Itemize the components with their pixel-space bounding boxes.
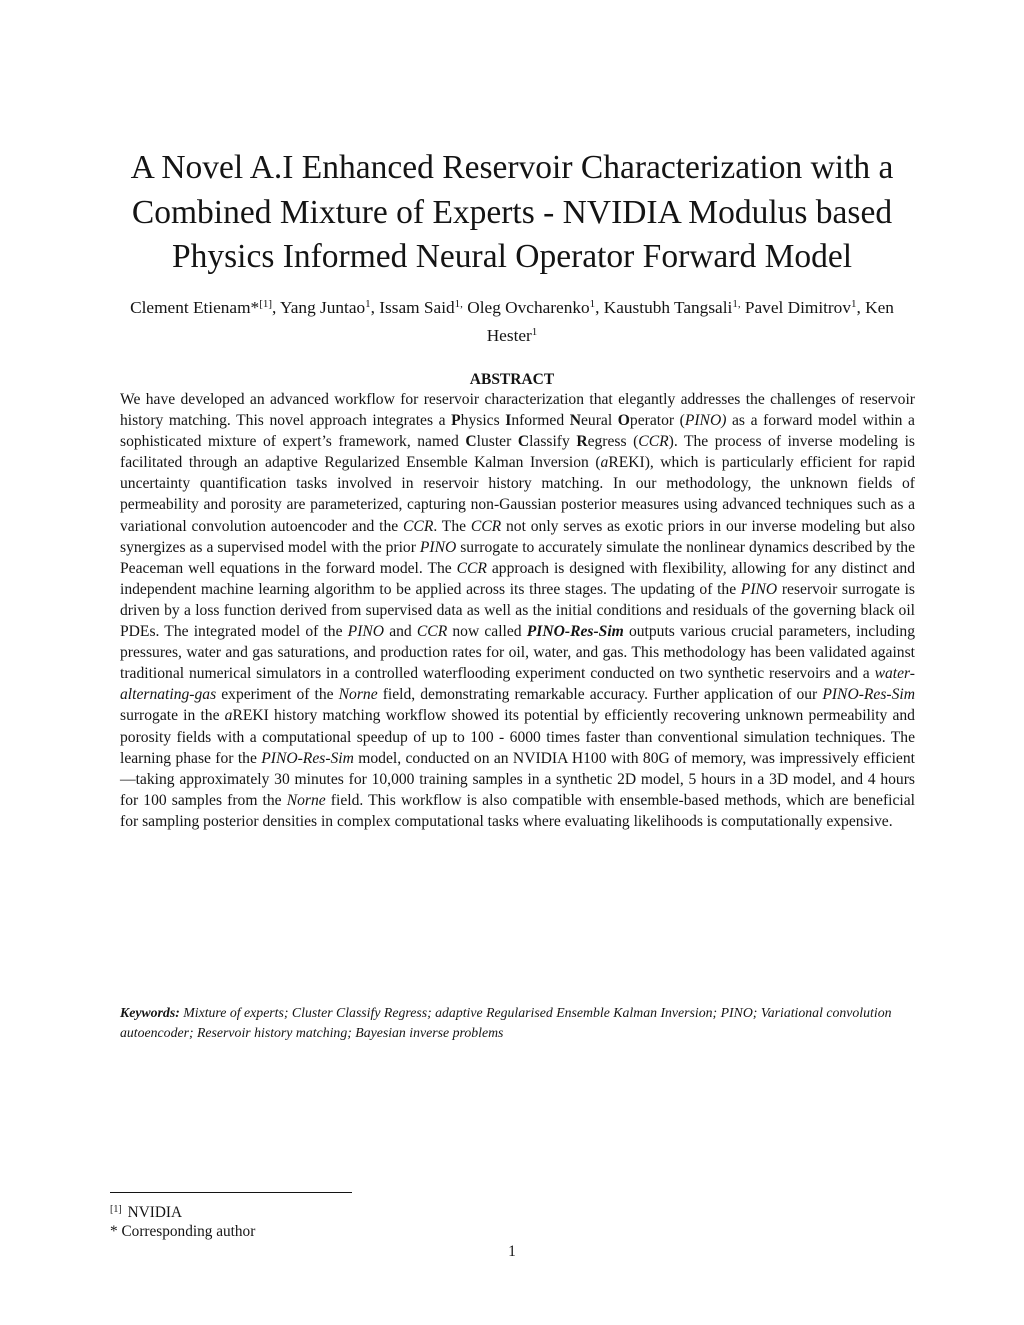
abstract-heading: ABSTRACT <box>469 371 555 388</box>
abstract-text-run: approach is designed with flexibility, allowing for any distinct and independent machine learning algorithm to be applied across its three stages. The updating of the <box>120 559 916 598</box>
author-affiliation-marker: 1, <box>454 297 463 310</box>
footnote-corresponding: * Corresponding author <box>110 1223 256 1240</box>
author-name: Oleg Ovcharenko <box>467 298 590 317</box>
author-name: Ken Hester <box>486 298 894 345</box>
page-number: 1 <box>508 1243 516 1260</box>
abstract-text-run: reservoir surrogate is driven by a loss function derived from supervised data as well as the initial conditions and residuals of the governing black oil PDEs. The integrated model of the <box>120 580 915 641</box>
abstract-text-run: P <box>451 412 461 430</box>
author-affiliation-marker: 1 <box>589 297 596 310</box>
footnote-marker: [1] <box>110 1203 122 1215</box>
abstract-text-run: PINO <box>347 623 385 641</box>
abstract-text-run: R <box>576 433 588 451</box>
abstract-text-run: model, conducted on an NVIDIA H100 with 80G of memory, was impressively efficient—taking approximately 30 minutes for 10,000 training samples in a synthetic 2D model, 5 hours in a 3D model, and 4 hours for 100 samples from the <box>120 749 915 809</box>
abstract-text-run: PINO-Res-Sim <box>261 749 354 767</box>
author-affiliation-marker: 1 <box>365 297 371 310</box>
abstract-text-run: hysics <box>460 412 506 430</box>
abstract-text-run: C <box>465 433 477 451</box>
abstract-text-run: a <box>224 707 233 725</box>
footnote-affiliation-text: NVIDIA <box>127 1204 183 1221</box>
author-name: Issam Said <box>379 298 455 317</box>
abstract-text-run: lassify <box>529 433 577 451</box>
keywords <box>120 1003 904 1043</box>
abstract-text-run: PINO <box>740 580 778 598</box>
abstract-text-run: surrogate to accurately simulate the nonlinear dynamics described by the Peaceman well equations in the forward model. The <box>120 538 915 577</box>
abstract-text-run: CCR <box>470 517 502 535</box>
author-affiliation-marker: [1] <box>259 297 273 310</box>
abstract-text-run: CCR <box>638 433 669 451</box>
author-name: Yang Juntao <box>280 298 366 317</box>
abstract-text-run: field. This workflow is also compatible with ensemble-based methods, which are beneficial for sampling posterior densities in complex computational tasks where evaluating likelihoods is computationally expensive. <box>120 791 915 830</box>
abstract-text-run: outputs various crucial parameters, including pressures, water and gas saturations, and production rates for oil, water, and gas. This methodology has been validated against traditional numerical simulators in a controlled waterflooding experiment conducted on two synthetic reservoirs and a <box>120 623 916 683</box>
keywords-label: Keywords: <box>120 1005 180 1020</box>
abstract-text-run: and <box>384 623 417 641</box>
abstract-text-run: not only serves as exotic priors in our inverse modeling but also synergizes as a supervised model with the prior <box>120 517 915 556</box>
abstract-text-run: O <box>617 412 630 430</box>
keywords-text: Mixture of experts; Cluster Classify Regress; adaptive Regularised Ensemble Kalman Inversion; PINO; Variational convolution autoencoder; Reservoir history matching; Bayesian inverse problems <box>120 1005 892 1040</box>
abstract-text-run: eural <box>581 412 618 430</box>
abstract-text-run: C <box>517 433 530 451</box>
abstract-text-run: egress ( <box>587 433 639 451</box>
abstract-text-run: Norne <box>338 686 378 704</box>
abstract-text-run: experiment of the <box>216 686 339 704</box>
abstract-text-run: PINO <box>419 538 457 556</box>
abstract-text-run: PINO-Res-Sim <box>526 623 624 641</box>
author-name: Clement Etienam* <box>130 298 260 317</box>
footnote-rule <box>110 1192 352 1193</box>
abstract-text-run: perator ( <box>629 412 685 430</box>
abstract-text-run: REKI history matching workflow showed its potential by efficiently recovering unknown permeability and porosity fields with a computational speedup of up to 100 - 6000 times faster than conventional simulation techniques. The learning phase for the <box>120 707 915 767</box>
abstract-text-run: as a forward model within a sophisticated mixture of expert’s framework, named <box>120 412 915 451</box>
abstract-text-run: water-alternating-gas <box>120 665 915 704</box>
abstract-text-run: CCR <box>403 517 434 535</box>
abstract-text-run: REKI), which is particularly efficient for rapid uncertainty quantification tasks involved in reservoir history matching. In our methodology, the unknown fields of permeability and porosity are parameterized, capturing non-Gaussian posterior measures using advanced techniques such as a variational convolution autoencoder and the <box>120 454 915 535</box>
author-list: Clement Etienam*[1], Yang Juntao$^1$, Issam Said$^{1,}$ Oleg Ovcharenko$^1$, Kaustubh Tangsali$^{1,}$ Pavel Dimitrov$^1$, Ken Hester$^1$ <box>130 297 894 345</box>
paper-title: A Novel A.I Enhanced Reservoir Characterization with a Combined Mixture of Experts - NVIDIA Modulus based Physics Informed Neural Operator Forward Model <box>130 149 894 276</box>
abstract-text-run: field, demonstrating remarkable accuracy. Further application of our <box>377 686 823 704</box>
abstract-text-run: surrogate in the <box>120 707 225 725</box>
author-affiliation-marker: 1 <box>531 325 538 338</box>
abstract-text-run: Norne <box>286 791 326 809</box>
abstract-text-run: . The <box>433 517 471 535</box>
footnote-affiliation <box>110 1203 182 1222</box>
author-affiliation-marker: 1 <box>850 297 857 310</box>
abstract-text-run: a <box>600 454 609 472</box>
abstract-text-run: ). The process of inverse modeling is facilitated through an adaptive Regularized Ensemble Kalman Inversion ( <box>120 433 915 472</box>
abstract-text-run: CCR <box>416 623 448 641</box>
abstract-text-run: luster <box>476 433 518 451</box>
abstract-text-run: N <box>569 412 581 430</box>
abstract-text-run: I <box>505 412 512 430</box>
abstract-text-run: PINO) <box>684 412 727 430</box>
abstract-text-run: now called <box>447 623 527 641</box>
abstract-text-run: nformed <box>511 412 570 430</box>
abstract-text-run: CCR <box>456 559 487 577</box>
author-name: Kaustubh Tangsali <box>603 298 733 317</box>
author-affiliation-marker: 1, <box>732 297 741 310</box>
abstract-text-run: We have developed an advanced workflow for reservoir characterization that elegantly addresses the challenges of reservoir history matching. This novel approach integrates a <box>120 391 915 430</box>
abstract-body <box>120 389 915 832</box>
abstract-text-run: PINO-Res-Sim <box>822 686 915 704</box>
author-name: Pavel Dimitrov <box>744 298 851 317</box>
